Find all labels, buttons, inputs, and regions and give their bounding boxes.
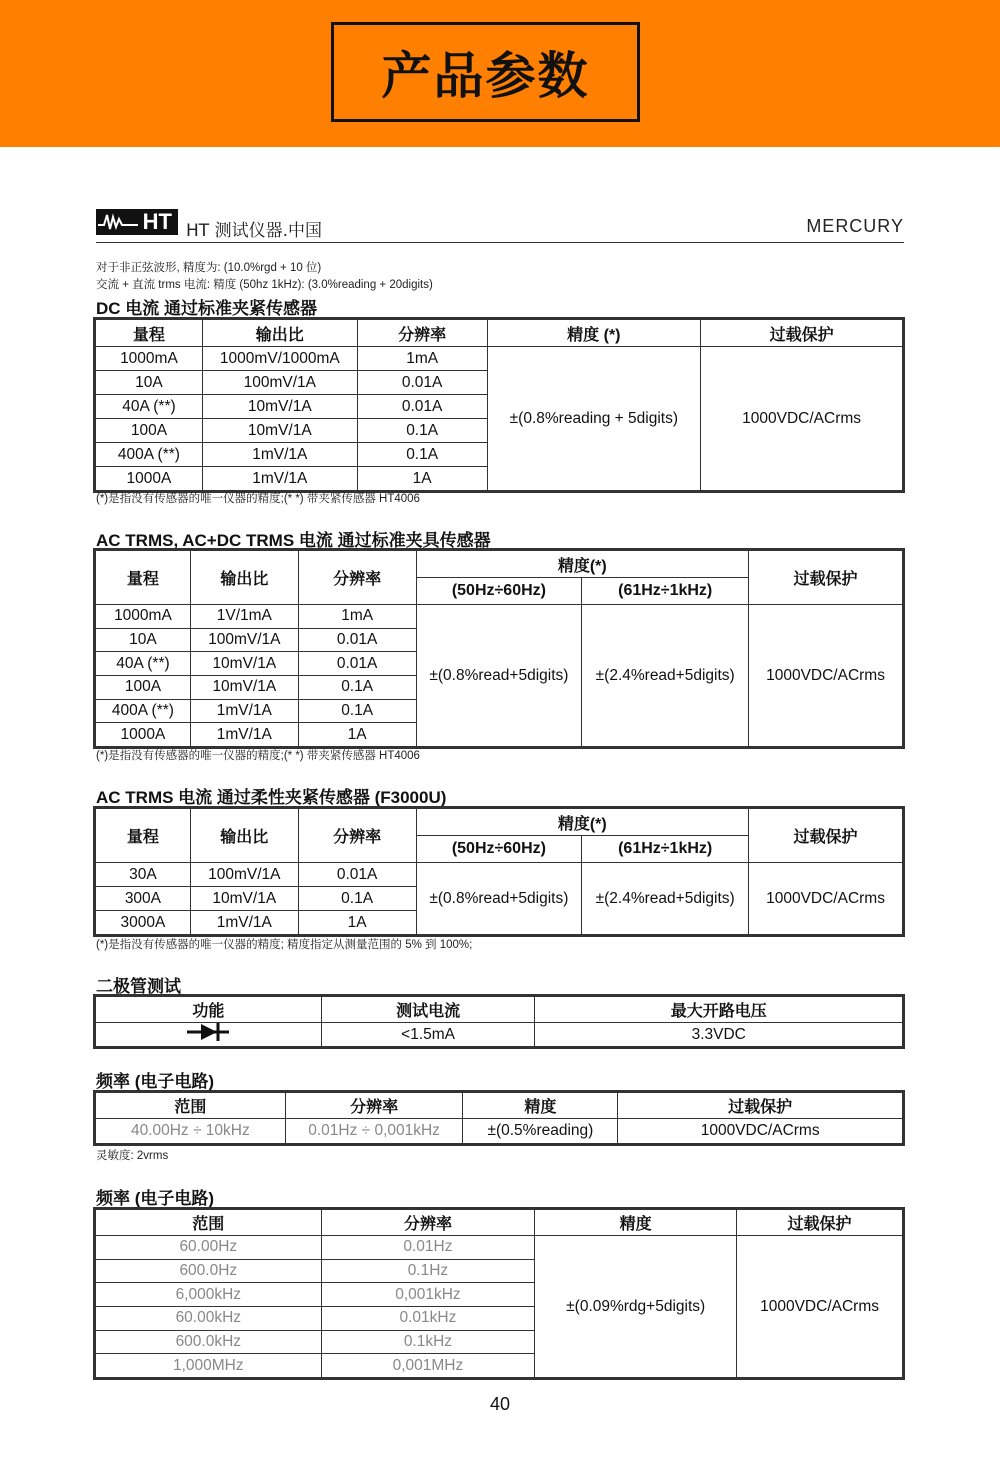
header-resolution: 分辨率 <box>357 320 487 347</box>
table-row <box>96 1023 903 1047</box>
cell-resolution: 0.01A <box>298 863 416 887</box>
cell-ratio: 10mV/1A <box>190 652 298 676</box>
cell-resolution: 0.1A <box>298 699 416 723</box>
cell-accuracy: ±(0.8%reading + 5digits) <box>487 347 701 491</box>
header-accuracy: 精度 <box>463 1093 618 1119</box>
footnote-sensitivity: 灵敏度: 2vrms <box>96 1150 169 1162</box>
dc-current-table <box>95 319 903 491</box>
cell-overload: 1000VDC/ACrms <box>737 1236 903 1378</box>
header-function: 功能 <box>96 997 322 1023</box>
header-ratio: 输出比 <box>202 320 357 347</box>
cell-range: 100A <box>96 419 203 443</box>
cell-resolution: 0.1A <box>298 676 416 700</box>
cell-accuracy-low: ±(0.8%read+5digits) <box>416 605 582 747</box>
cell-accuracy-low: ±(0.8%read+5digits) <box>416 863 582 935</box>
cell-accuracy: ±(0.5%reading) <box>463 1119 618 1144</box>
cell-ratio: 1mV/1A <box>190 723 298 747</box>
table-row <box>96 1119 903 1144</box>
cell-range: 400A (**) <box>96 699 191 723</box>
cell-range: 100A <box>96 676 191 700</box>
waveform-icon <box>98 211 138 233</box>
cell-test-current: <1.5mA <box>321 1023 535 1047</box>
footnote-ac: (*)是指没有传感器的唯一仪器的精度;(* *) 带夹紧传感器 HT4006 <box>96 750 420 762</box>
header-resolution: 分辨率 <box>298 551 416 605</box>
cell-resolution: 0.01Hz <box>321 1236 535 1260</box>
header-accuracy: 精度(*) <box>416 809 749 836</box>
cell-accuracy-high: ±(2.4%read+5digits) <box>582 863 749 935</box>
header-range: 量程 <box>96 809 191 863</box>
cell-resolution: 0.01Hz ÷ 0,001kHz <box>285 1119 463 1144</box>
cell-resolution: 0.1A <box>357 419 487 443</box>
footnote-flex: (*)是指没有传感器的唯一仪器的精度; 精度指定从测量范围的 5% 到 100%; <box>96 939 473 951</box>
cell-resolution: 0.01kHz <box>321 1307 535 1331</box>
cell-resolution: 0.01A <box>298 628 416 652</box>
cell-accuracy: ±(0.09%rdg+5digits) <box>535 1236 737 1378</box>
ht-logo <box>96 209 178 235</box>
cell-resolution: 1mA <box>298 605 416 629</box>
cell-range: 1000A <box>96 723 191 747</box>
cell-accuracy-high: ±(2.4%read+5digits) <box>582 605 749 747</box>
cell-max-voltage: 3.3VDC <box>535 1023 903 1047</box>
cell-resolution: 1A <box>298 723 416 747</box>
page-header <box>96 207 904 243</box>
table-row <box>96 347 903 371</box>
cell-ratio: 1V/1mA <box>190 605 298 629</box>
cell-resolution: 0,001kHz <box>321 1283 535 1307</box>
header-accuracy: 精度 <box>535 1210 737 1236</box>
cell-ratio: 100mV/1A <box>202 371 357 395</box>
diode-icon <box>185 1023 231 1041</box>
cell-resolution: 0.1A <box>298 887 416 911</box>
table-row <box>96 605 903 629</box>
cell-ratio: 100mV/1A <box>190 628 298 652</box>
cell-resolution: 0.01A <box>357 395 487 419</box>
cell-ratio: 1mV/1A <box>190 699 298 723</box>
table-row <box>96 863 903 887</box>
section-title-flex: AC TRMS 电流 通过柔性夹紧传感器 (F3000U) <box>96 788 447 807</box>
cell-resolution: 0.1A <box>357 443 487 467</box>
freq1-table <box>95 1092 903 1144</box>
cell-range: 400A (**) <box>96 443 203 467</box>
subheader-61hz-1khz: (61Hz÷1kHz) <box>582 578 749 605</box>
ac-flex-table <box>95 808 903 935</box>
cell-resolution: 0.1Hz <box>321 1259 535 1283</box>
header-ratio: 输出比 <box>190 809 298 863</box>
cell-ratio: 100mV/1A <box>190 863 298 887</box>
header-resolution: 分辨率 <box>285 1093 463 1119</box>
subheader-61hz-1khz: (61Hz÷1kHz) <box>582 836 749 863</box>
cell-range: 600.0Hz <box>96 1259 322 1283</box>
cell-range: 600.0kHz <box>96 1330 322 1354</box>
header-range: 量程 <box>96 320 203 347</box>
cell-range: 10A <box>96 371 203 395</box>
header-accuracy: 精度 (*) <box>487 320 701 347</box>
cell-ratio: 10mV/1A <box>202 395 357 419</box>
header-range: 范围 <box>96 1093 286 1119</box>
subheader-50-60hz: (50Hz÷60Hz) <box>416 578 582 605</box>
cell-resolution: 0.01A <box>298 652 416 676</box>
cell-overload: 1000VDC/ACrms <box>618 1119 903 1144</box>
section-title-diode: 二极管测试 <box>96 977 181 996</box>
cell-resolution: 0.01A <box>357 371 487 395</box>
header-test-current: 测试电流 <box>321 997 535 1023</box>
cell-range: 10A <box>96 628 191 652</box>
logo-text: HT <box>142 209 172 234</box>
diode-table <box>95 996 903 1047</box>
note-acdc: 交流 + 直流 trms 电流: 精度 (50hz 1kHz): (3.0%reading + 20digits) <box>96 279 433 291</box>
header-accuracy: 精度(*) <box>416 551 749 578</box>
cell-ratio: 1mV/1A <box>190 911 298 935</box>
cell-overload: 1000VDC/ACrms <box>749 863 903 935</box>
header-resolution: 分辨率 <box>321 1210 535 1236</box>
brand-name: HT 测试仪器.中国 <box>186 221 322 241</box>
cell-range: 3000A <box>96 911 191 935</box>
table-row <box>96 1236 903 1260</box>
cell-resolution: 1A <box>357 467 487 491</box>
section-title-ac: AC TRMS, AC+DC TRMS 电流 通过标准夹具传感器 <box>96 531 491 550</box>
cell-resolution: 1A <box>298 911 416 935</box>
cell-ratio: 1mV/1A <box>202 443 357 467</box>
section-title-freq2: 频率 (电子电路) <box>96 1189 215 1208</box>
header-max-voltage: 最大开路电压 <box>535 997 903 1023</box>
header-resolution: 分辨率 <box>298 809 416 863</box>
cell-range: 1000A <box>96 467 203 491</box>
cell-ratio: 10mV/1A <box>190 676 298 700</box>
cell-ratio: 1mV/1A <box>202 467 357 491</box>
cell-range: 60.00Hz <box>96 1236 322 1260</box>
cell-resolution: 1mA <box>357 347 487 371</box>
cell-range: 40A (**) <box>96 395 203 419</box>
header-overload: 过载保护 <box>701 320 903 347</box>
cell-range: 40.00Hz ÷ 10kHz <box>96 1119 286 1144</box>
cell-overload: 1000VDC/ACrms <box>749 605 903 747</box>
page-number: 40 <box>489 1394 511 1414</box>
cell-range: 1000mA <box>96 347 203 371</box>
section-title-dc: DC 电流 通过标准夹紧传感器 <box>96 299 317 318</box>
freq2-table <box>95 1209 903 1378</box>
cell-ratio: 1000mV/1000mA <box>202 347 357 371</box>
cell-range: 6,000kHz <box>96 1283 322 1307</box>
cell-range: 40A (**) <box>96 652 191 676</box>
note-nonsine: 对于非正弦波形, 精度为: (10.0%rgd + 10 位) <box>96 262 322 274</box>
banner-title: 产品参数 <box>381 47 590 105</box>
cell-range: 30A <box>96 863 191 887</box>
footnote-dc: (*)是指没有传感器的唯一仪器的精度;(* *) 带夹紧传感器 HT4006 <box>96 493 420 505</box>
cell-range: 60.00kHz <box>96 1307 322 1331</box>
subheader-50-60hz: (50Hz÷60Hz) <box>416 836 582 863</box>
cell-ratio: 10mV/1A <box>190 887 298 911</box>
banner-title-box <box>331 22 640 122</box>
model-name: MERCURY <box>806 216 904 236</box>
cell-range: 1000mA <box>96 605 191 629</box>
header-overload: 过载保护 <box>618 1093 903 1119</box>
header-range: 范围 <box>96 1210 322 1236</box>
cell-range: 1,000MHz <box>96 1354 322 1378</box>
cell-ratio: 10mV/1A <box>202 419 357 443</box>
banner <box>0 0 1000 147</box>
cell-range: 300A <box>96 887 191 911</box>
header-ratio: 输出比 <box>190 551 298 605</box>
header-range: 量程 <box>96 551 191 605</box>
ac-current-table <box>95 550 903 747</box>
header-overload: 过载保护 <box>749 809 903 863</box>
header-overload: 过载保护 <box>737 1210 903 1236</box>
section-title-freq1: 频率 (电子电路) <box>96 1072 215 1091</box>
header-overload: 过载保护 <box>749 551 903 605</box>
cell-function <box>96 1023 322 1047</box>
cell-resolution: 0,001MHz <box>321 1354 535 1378</box>
cell-overload: 1000VDC/ACrms <box>701 347 903 491</box>
cell-resolution: 0.1kHz <box>321 1330 535 1354</box>
